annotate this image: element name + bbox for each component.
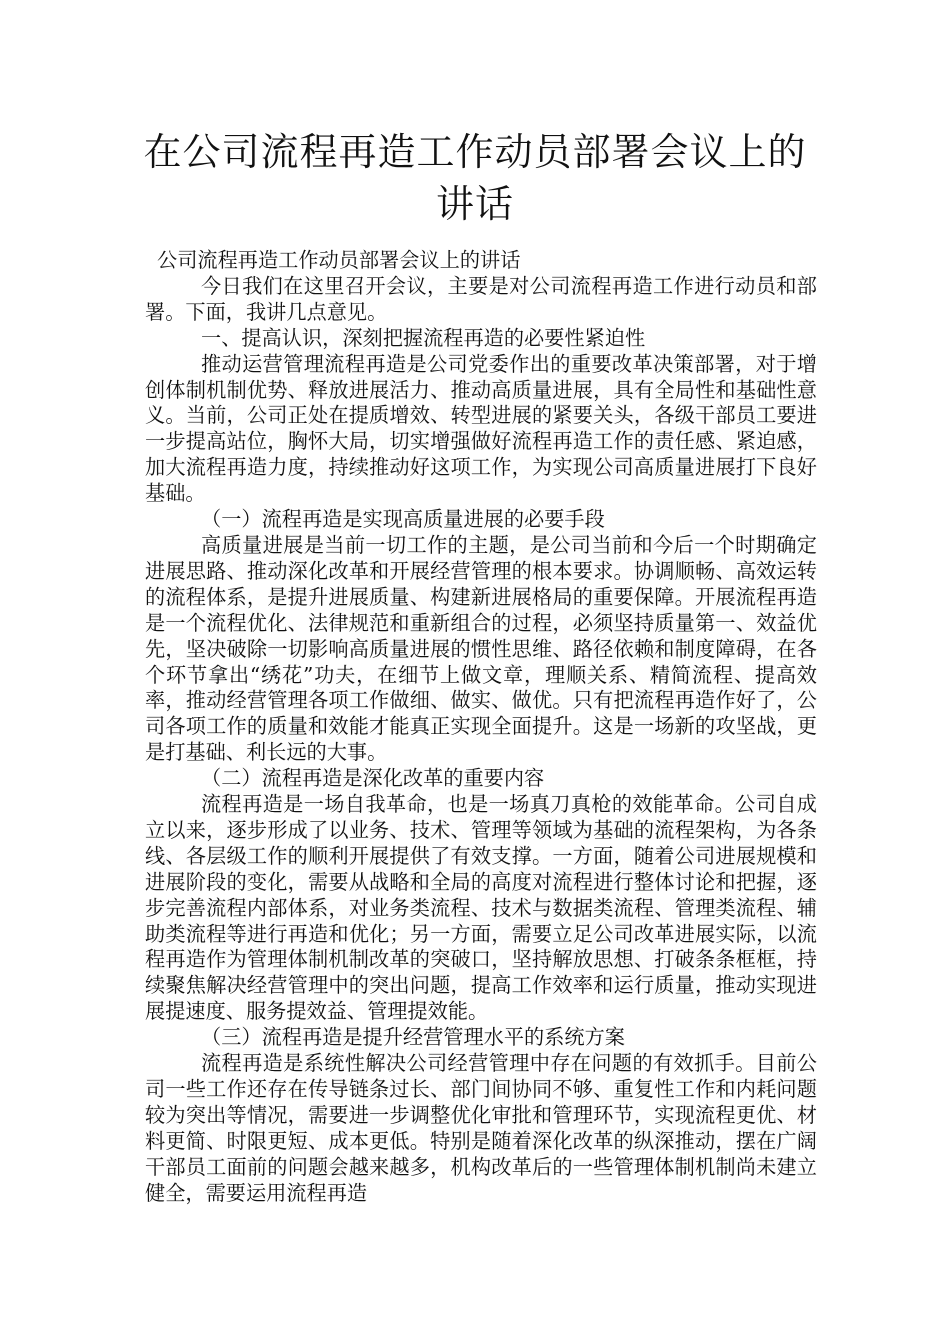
subsection-heading-1: （一）流程再造是实现高质量进展的必要手段 bbox=[201, 507, 605, 532]
subsection-heading-2: （二）流程再造是深化改革的重要内容 bbox=[201, 766, 545, 791]
paragraph-subsection-1: 高质量进展是当前一切工作的主题，是公司当前和今后一个时期确定进展思路、推动深化改革和开展经营管理的根本要求。协调顺畅、高效运转的流程体系，是提升进展质量、构建新进展格局的重要保障。开展流程再造是一个流程优化、法律规范和重新组合的过程，必须坚持质量第一、效益优先，坚决破除一切影响高质量进展的惯性思维、路径依赖和制度障碍，在各个环节拿出“绣花”功夫，在细节上做文章，理顺关系、精简流程、提高效率，推动经营管理各项工作做细、做实、做优。只有把流程再造作好了，公司各项工作的质量和效能才能真正实现全面提升。这是一场新的攻坚战，更是打基础、利长远的大事。 bbox=[145, 532, 817, 765]
subsection-heading-3: （三）流程再造是提升经营管理水平的系统方案 bbox=[201, 1025, 625, 1050]
paragraph-subsection-2: 流程再造是一场自我革命，也是一场真刀真枪的效能革命。公司自成立以来，逐步形成了以业务、技术、管理等领域为基础的流程架构，为各条线、各层级工作的顺利开展提供了有效支撑。一方面，随着公司进展规模和进展阶段的变化，需要从战略和全局的高度对流程进行整体讨论和把握，逐步完善流程内部体系，对业务类流程、技术与数据类流程、管理类流程、辅助类流程等进行再造和优化；另一方面，需要立足公司改革进展实际，以流程再造作为管理体制机制改革的突破口，坚持解放思想、打破条条框框，持续聚焦解决经营管理中的突出问题，提高工作效率和运行质量，推动实现进展提速度、服务提效益、管理提效能。 bbox=[145, 792, 817, 1024]
section-heading-1: 一、提高认识，深刻把握流程再造的必要性紧迫性 bbox=[201, 325, 646, 350]
paragraph-section-1: 推动运营管理流程再造是公司党委作出的重要改革决策部署，对于增创体制机制优势、释放进展活力、推动高质量进展，具有全局性和基础性意义。当前，公司正处在提质增效、转型进展的紧要关头，各级干部员工要进一步提高站位，胸怀大局，切实增强做好流程再造工作的责任感、紧迫感，加大流程再造力度，持续推动好这项工作，为实现公司高质量进展打下良好基础。 bbox=[145, 351, 817, 506]
document-title: 在公司流程再造工作动员部署会议上的讲话 bbox=[143, 130, 807, 226]
document-subtitle: 公司流程再造工作动员部署会议上的讲话 bbox=[157, 248, 521, 272]
document-body bbox=[145, 248, 817, 1207]
paragraph-subsection-3: 流程再造是系统性解决公司经营管理中存在问题的有效抓手。目前公司一些工作还存在传导链条过长、部门间协同不够、重复性工作和内耗问题较为突出等情况，需要进一步调整优化审批和管理环节，实现流程更优、材料更简、时限更短、成本更低。特别是随着深化改革的纵深推动，摆在广阔干部员工面前的问题会越来越多，机构改革后的一些管理体制机制尚未建立健全，需要运用流程再造 bbox=[145, 1051, 817, 1205]
paragraph-opening: 今日我们在这里召开会议，主要是对公司流程再造工作进行动员和部署。下面，我讲几点意见。 bbox=[145, 273, 817, 324]
